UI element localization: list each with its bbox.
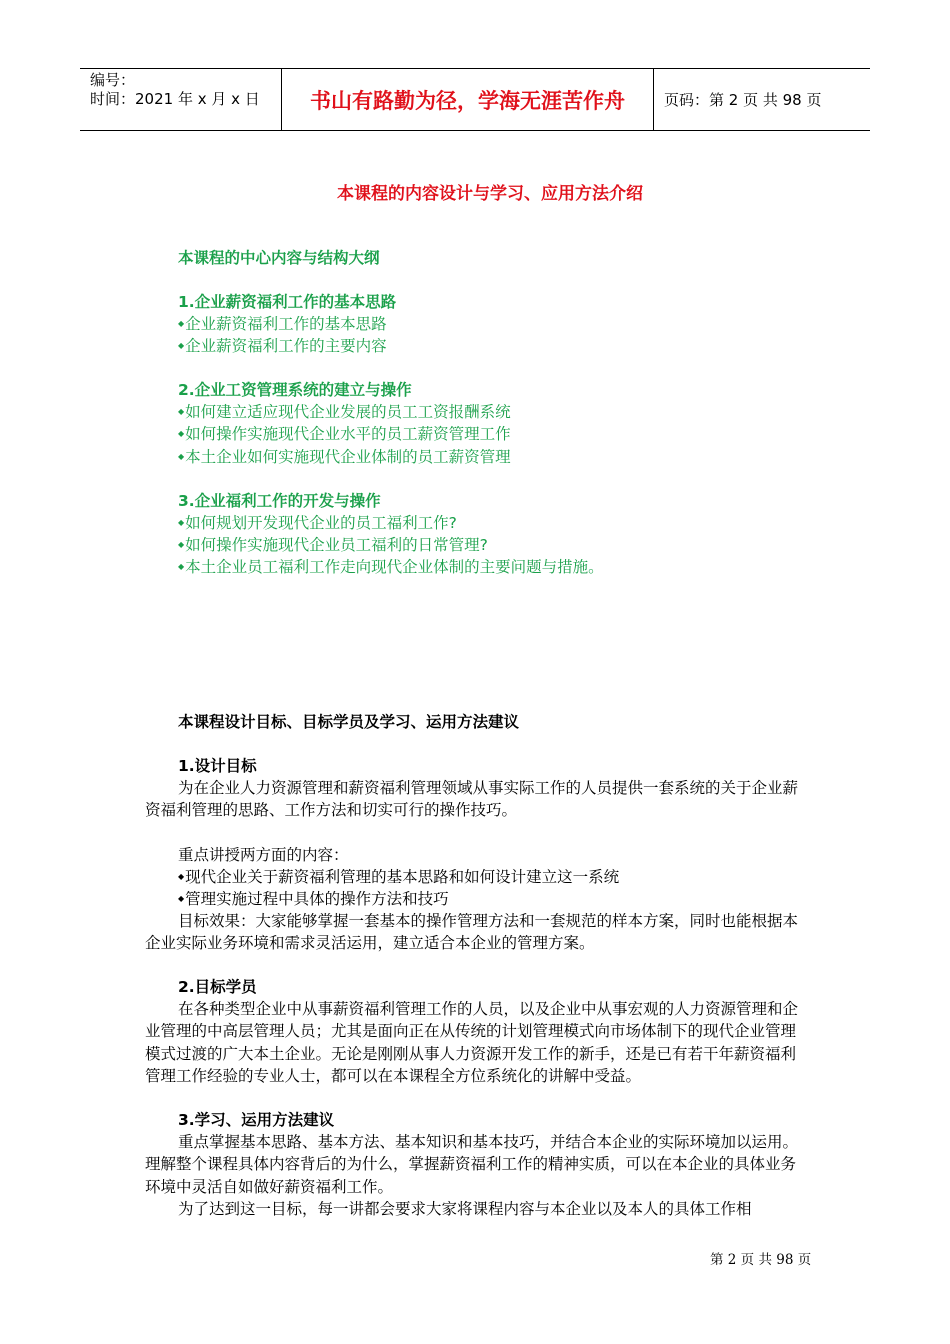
- design-heading: 本课程设计目标、目标学员及学习、运用方法建议: [178, 713, 520, 731]
- number-label: 编号：: [90, 71, 136, 89]
- outline-section-3-item-1: ◆ 如何规划开发现代企业的员工福利工作?: [178, 512, 457, 534]
- outline-section-3-item-3: ◆ 本土企业员工福利工作走向现代企业体制的主要问题与措施。: [178, 556, 604, 578]
- section-2-title: 2.目标学员: [178, 978, 257, 996]
- outline-section-3-title: 3.企业福利工作的开发与操作: [178, 492, 381, 510]
- outline-heading: 本课程的中心内容与结构大纲: [178, 249, 380, 267]
- header-table: [80, 68, 870, 131]
- outline-section-1-item-2: ◆ 企业薪资福利工作的主要内容: [178, 335, 387, 357]
- section-1-bullet-2: ◆ 管理实施过程中具体的操作方法和技巧: [178, 888, 449, 910]
- outline-section-2-item-2: ◆ 如何操作实施现代企业水平的员工薪资管理工作: [178, 423, 511, 445]
- page-footer: 第 2 页 共 98 页: [710, 1252, 812, 1268]
- section-2-paragraph-1: 在各种类型企业中从事薪资福利管理工作的人员，以及企业中从事宏观的人力资源管理和企业管理的中高层管理人员；尤其是面向正在从传统的计划管理模式向市场体制下的现代企业管理模式过渡的广大本土企业。无论是刚刚从事人力资源开发工作的新手，还是已有若干年薪资福利管理工作经验的专业人士，都可以在本课程全方位系统化的讲解中受益。: [145, 1000, 799, 1085]
- outline-section-1-item-1: ◆ 企业薪资福利工作的基本思路: [178, 313, 387, 335]
- header-page-label: 页码：第 2 页 共 98 页: [664, 91, 822, 109]
- header-meta-cell: [80, 69, 282, 130]
- section-1-paragraph-3: 目标效果：大家能够掌握一套基本的操作管理方法和一套规范的样本方案，同时也能根据本企业实际业务环境和需求灵活运用，建立适合本企业的管理方案。: [145, 912, 799, 953]
- outline-section-2-title: 2.企业工资管理系统的建立与操作: [178, 381, 412, 399]
- outline-section-2-item-3: ◆ 本土企业如何实施现代企业体制的员工薪资管理: [178, 446, 511, 468]
- section-1-bullet-1: ◆ 现代企业关于薪资福利管理的基本思路和如何设计建立这一系统: [178, 866, 619, 888]
- outline-section-1-title: 1.企业薪资福利工作的基本思路: [178, 293, 397, 311]
- header-motto: 书山有路勤为径，学海无涯苦作舟: [282, 69, 654, 130]
- section-1-paragraph-2: 重点讲授两方面的内容：: [178, 846, 349, 864]
- time-label: 时间：2021 年 x 月 x 日: [90, 90, 260, 108]
- outline-section-3-item-2: ◆ 如何操作实施现代企业员工福利的日常管理?: [178, 534, 488, 556]
- outline-section-2-item-1: ◆ 如何建立适应现代企业发展的员工工资报酬系统: [178, 401, 511, 423]
- document-title: 本课程的内容设计与学习、应用方法介绍: [337, 184, 643, 204]
- section-3-paragraph-2: 为了达到这一目标，每一讲都会要求大家将课程内容与本企业以及本人的具体工作相: [178, 1200, 752, 1218]
- section-3-paragraph-1: 重点掌握基本思路、基本方法、基本知识和基本技巧，并结合本企业的实际环境加以运用。理解整个课程具体内容背后的为什么，掌握薪资福利工作的精神实质，可以在本企业的具体业务环境中灵活自如做好薪资福利工作。: [145, 1133, 799, 1196]
- section-1-paragraph-1: 为在企业人力资源管理和薪资福利管理领域从事实际工作的人员提供一套系统的关于企业薪资福利管理的思路、工作方法和切实可行的操作技巧。: [145, 779, 799, 820]
- section-1-title: 1.设计目标: [178, 757, 257, 775]
- section-3-title: 3.学习、运用方法建议: [178, 1111, 335, 1129]
